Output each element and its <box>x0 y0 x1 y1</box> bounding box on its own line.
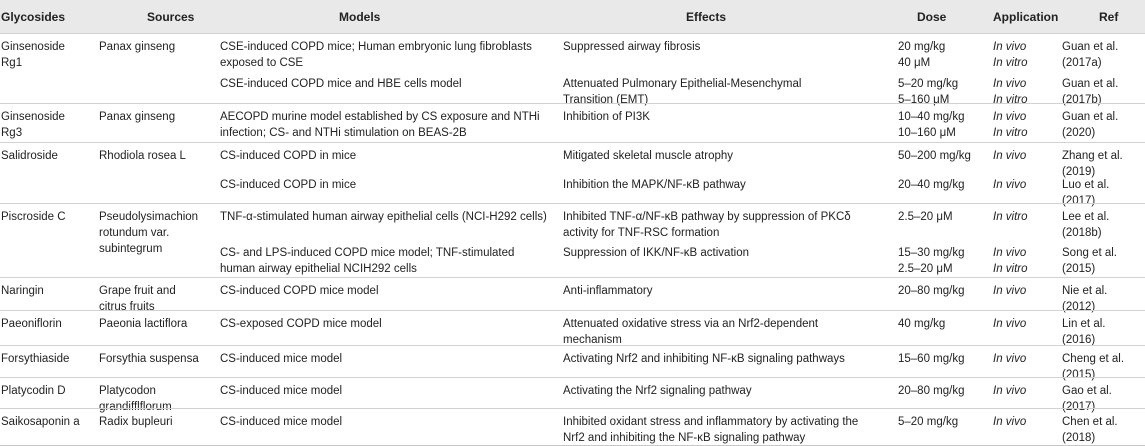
cell-dose <box>898 177 965 193</box>
table-row <box>0 172 1145 207</box>
cell-application-line: In vivo <box>993 285 1027 297</box>
cell-application-line: In vitro <box>993 57 1028 69</box>
cell-glycoside <box>1 39 65 71</box>
cell-effect <box>563 245 749 261</box>
cell-effect <box>563 39 700 55</box>
cell-effect <box>563 109 650 125</box>
cell-ref-line: (2016) <box>1062 334 1096 346</box>
cell-ref <box>1062 414 1118 446</box>
cell-application-line: In vitro <box>993 94 1028 106</box>
cell-application <box>993 209 1028 225</box>
cell-source <box>99 109 175 125</box>
cell-effect-line: Mitigated skeletal muscle atrophy <box>563 150 734 162</box>
cell-ref-line: Lin et al. <box>1062 318 1106 330</box>
cell-application-line: In vivo <box>993 78 1027 90</box>
cell-glycoside-line: Rg3 <box>1 127 23 139</box>
cell-model-line: CS-induced COPD mice model <box>220 285 379 297</box>
cell-ref-line: Guan et al. <box>1062 78 1119 90</box>
cell-glycoside <box>1 109 65 141</box>
cell-effect-line: activity for TNF-RSC formation <box>563 227 720 239</box>
cell-application-line: In vivo <box>993 353 1027 365</box>
table-row <box>0 142 1145 178</box>
cell-effect-line: Inhibition the MAPK/NF-κB pathway <box>563 179 746 191</box>
cell-dose-line: 15–30 mg/kg <box>898 247 965 259</box>
cell-application-line: In vitro <box>993 211 1028 223</box>
cell-effect <box>563 351 845 367</box>
cell-effect <box>563 283 652 299</box>
cell-source <box>99 316 187 332</box>
cell-dose-line: 20–80 mg/kg <box>898 285 965 297</box>
cell-dose <box>898 109 965 141</box>
header-application: Application <box>993 10 1059 24</box>
cell-model <box>220 109 540 141</box>
cell-ref-line: Cheng et al. <box>1062 353 1125 365</box>
cell-source-line: Rhodiola rosea L <box>99 150 186 162</box>
cell-effect-line: Activating the Nrf2 signaling pathway <box>563 385 752 397</box>
cell-model <box>220 316 382 332</box>
cell-effect-line: Inhibited oxidant stress and inflammatory by activating the <box>563 416 859 428</box>
cell-effect-line: Attenuated Pulmonary Epithelial-Mesenchymal <box>563 78 802 90</box>
header-ref: Ref <box>1099 10 1119 24</box>
cell-effect-line: Attenuated oxidative stress via an Nrf2-dependent <box>563 318 819 330</box>
cell-model-line: TNF-α-stimulated human airway epithelial cells (NCI-H292 cells) <box>220 211 547 223</box>
cell-glycoside <box>1 414 80 430</box>
cell-application-line: In vivo <box>993 150 1027 162</box>
cell-ref-line: Guan et al. <box>1062 41 1119 53</box>
cell-model-line: CS-induced mice model <box>220 353 343 365</box>
cell-model <box>220 148 356 164</box>
cell-model-line: CS-exposed COPD mice model <box>220 318 382 330</box>
cell-dose-line: 10–40 mg/kg <box>898 111 965 123</box>
cell-source-line: Radix bupleuri <box>99 416 173 428</box>
cell-dose-line: 10–160 μM <box>898 127 956 139</box>
cell-effect-line: Transition (EMT) <box>563 94 649 106</box>
cell-glycoside <box>1 351 69 367</box>
cell-ref-line: Gao et al. <box>1062 385 1112 397</box>
cell-dose-line: 20 mg/kg <box>898 41 946 53</box>
cell-application-line: In vivo <box>993 111 1027 123</box>
header-sources: Sources <box>147 10 195 24</box>
cell-ref-line: Luo et al. <box>1062 179 1110 191</box>
cell-application <box>993 383 1026 399</box>
cell-ref-line: (2018) <box>1062 432 1096 444</box>
cell-effect-line: Suppression of IKK/NF-κB activation <box>563 247 749 259</box>
cell-application <box>993 351 1026 367</box>
cell-source-line: Grape fruit and <box>99 285 176 297</box>
cell-ref-line: (2015) <box>1062 369 1096 381</box>
cell-dose-line: 15–60 mg/kg <box>898 353 965 365</box>
cell-effect-line: Suppressed airway fibrosis <box>563 41 701 53</box>
cell-application-line: In vivo <box>993 41 1027 53</box>
cell-model <box>220 39 532 71</box>
header-models: Models <box>339 10 381 24</box>
cell-ref <box>1062 209 1109 241</box>
cell-source-line: rotundum var. <box>99 227 170 239</box>
cell-dose <box>898 283 965 299</box>
table-row <box>0 345 1145 381</box>
cell-ref-line: (2012) <box>1062 301 1096 313</box>
cell-dose <box>898 209 953 225</box>
cell-model-line: CS-induced mice model <box>220 385 343 397</box>
table-row <box>0 71 1145 106</box>
cell-ref-line: Lee et al. <box>1062 211 1110 223</box>
cell-glycoside <box>1 209 66 225</box>
cell-dose <box>898 316 945 332</box>
cell-source <box>99 148 186 164</box>
cell-dose <box>898 245 965 277</box>
cell-application <box>993 148 1026 164</box>
cell-ref-line: (2017) <box>1062 195 1096 207</box>
cell-application-line: In vitro <box>993 127 1028 139</box>
cell-application <box>993 245 1028 277</box>
cell-glycoside <box>1 148 58 164</box>
cell-source <box>99 351 199 367</box>
cell-model-line: CS-induced COPD in mice <box>220 150 357 162</box>
cell-source <box>99 39 175 55</box>
cell-model <box>220 209 547 225</box>
cell-glycoside-line: Forsythiaside <box>1 353 70 365</box>
table-row <box>0 310 1145 346</box>
cell-application <box>993 39 1028 71</box>
cell-model <box>220 177 356 193</box>
cell-dose <box>898 39 945 71</box>
cell-dose-line: 20–80 mg/kg <box>898 385 965 397</box>
cell-ref-line: (2019) <box>1062 166 1096 178</box>
cell-glycoside-line: Piscroside C <box>1 211 66 223</box>
cell-application-line: In vivo <box>993 318 1027 330</box>
table-row <box>0 103 1145 143</box>
cell-application-line: In vivo <box>993 179 1027 191</box>
cell-dose <box>898 351 965 367</box>
cell-source-line: Panax ginseng <box>99 111 176 123</box>
cell-application <box>993 109 1028 141</box>
cell-effect <box>563 414 858 446</box>
cell-dose-line: 2.5–20 μM <box>898 263 953 275</box>
cell-source-line: Forsythia suspensa <box>99 353 199 365</box>
header-glycosides: Glycosides <box>1 10 66 24</box>
cell-effect <box>563 148 733 164</box>
cell-application <box>993 283 1026 299</box>
cell-application <box>993 316 1026 332</box>
cell-glycoside-line: Salidroside <box>1 150 58 162</box>
cell-ref-line: (2020) <box>1062 127 1096 139</box>
cell-effect-line: Inhibited TNF-α/NF-κB pathway by suppression of PKCδ <box>563 211 851 223</box>
cell-ref-line: Chen et al. <box>1062 416 1118 428</box>
cell-effect <box>563 209 851 241</box>
cell-glycoside-line: Paeoniflorin <box>1 318 62 330</box>
cell-model-line: CS-induced mice model <box>220 416 343 428</box>
table-row <box>0 277 1145 311</box>
cell-application-line: In vitro <box>993 263 1028 275</box>
cell-ref <box>1062 39 1118 71</box>
table-row <box>0 377 1145 413</box>
cell-source-line: citrus fruits <box>99 301 155 313</box>
cell-model <box>220 283 379 299</box>
cell-ref-line: Song et al. <box>1062 247 1117 259</box>
cell-effect-line: Activating Nrf2 and inhibiting NF-κB signaling pathways <box>563 353 845 365</box>
cell-model-line: CS-induced COPD in mice <box>220 179 357 191</box>
cell-model <box>220 351 342 367</box>
cell-ref-line: (2015) <box>1062 263 1096 275</box>
cell-ref-line: (2017b) <box>1062 94 1102 106</box>
cell-glycoside-line: Ginsenoside <box>1 111 65 123</box>
cell-source-line: Pseudolysimachion <box>99 211 199 223</box>
cell-glycoside-line: Rg1 <box>1 57 23 69</box>
cell-glycoside-line: Platycodin D <box>1 385 66 397</box>
header-dose: Dose <box>917 10 947 24</box>
cell-source-line: Panax ginseng <box>99 41 176 53</box>
header-effects: Effects <box>686 10 727 24</box>
cell-effect <box>563 316 818 348</box>
table-header <box>0 0 1145 34</box>
cell-effect-line: Nrf2 and inhibiting the NF-κB signaling pathway <box>563 432 806 444</box>
cell-ref-line: (2018b) <box>1062 227 1102 239</box>
cell-effect <box>563 177 746 193</box>
cell-dose-line: 40 mg/kg <box>898 318 946 330</box>
cell-dose-line: 40 μM <box>898 57 931 69</box>
cell-source-line: Paeonia lactiflora <box>99 318 188 330</box>
cell-application-line: In vivo <box>993 247 1027 259</box>
cell-source-line: Platycodon <box>99 385 156 397</box>
cell-model <box>220 245 514 277</box>
cell-model <box>220 76 462 92</box>
cell-effect-line: Anti-inflammatory <box>563 285 653 297</box>
cell-ref-line: Guan et al. <box>1062 111 1119 123</box>
cell-glycoside-line: Naringin <box>1 285 44 297</box>
cell-source-line: grandifflflorum <box>99 401 172 413</box>
cell-model-line: exposed to CSE <box>220 57 304 69</box>
cell-dose-line: 5–160 μM <box>898 94 950 106</box>
cell-ref-line: (2017a) <box>1062 57 1102 69</box>
cell-model-line: CSE-induced COPD mice; Human embryonic lung fibroblasts <box>220 41 532 53</box>
cell-dose-line: 5–20 mg/kg <box>898 78 959 90</box>
cell-source <box>99 414 173 430</box>
cell-dose <box>898 383 965 399</box>
table-row <box>0 240 1145 277</box>
cell-dose-line: 50–200 mg/kg <box>898 150 971 162</box>
cell-effect-line: mechanism <box>563 334 622 346</box>
cell-source-line: subintegrum <box>99 243 163 255</box>
cell-ref <box>1062 109 1118 141</box>
cell-glycoside <box>1 383 66 399</box>
cell-glycoside <box>1 283 44 299</box>
cell-model-line: infection; CS- and NTHi stimulation on BEAS-2B <box>220 127 467 139</box>
cell-application <box>993 414 1026 430</box>
cell-effect <box>563 383 752 399</box>
cell-dose-line: 5–20 mg/kg <box>898 416 959 428</box>
cell-model-line: CSE-induced COPD mice and HBE cells model <box>220 78 462 90</box>
cell-application <box>993 177 1026 193</box>
cell-dose <box>898 414 958 430</box>
cell-ref-line: (2017) <box>1062 401 1096 413</box>
cell-ref <box>1062 316 1105 348</box>
cell-glycoside <box>1 316 62 332</box>
table-row <box>0 408 1145 446</box>
cell-model-line: human airway epithelial NCIH292 cells <box>220 263 417 275</box>
cell-glycoside-line: Saikosaponin a <box>1 416 80 428</box>
cell-ref-line: Zhang et al. <box>1062 150 1123 162</box>
cell-dose <box>898 148 971 164</box>
cell-ref-line: Nie et al. <box>1062 285 1108 297</box>
cell-glycoside-line: Ginsenoside <box>1 41 65 53</box>
cell-ref <box>1062 245 1117 277</box>
cell-model-line: CS- and LPS-induced COPD mice model; TNF-stimulated <box>220 247 515 259</box>
cell-effect-line: Inhibition of PI3K <box>563 111 650 123</box>
cell-dose-line: 2.5–20 μM <box>898 211 953 223</box>
cell-application-line: In vivo <box>993 385 1027 397</box>
cell-application-line: In vivo <box>993 416 1027 428</box>
cell-model-line: AECOPD murine model established by CS exposure and NTHi <box>220 111 540 123</box>
cell-dose-line: 20–40 mg/kg <box>898 179 965 191</box>
cell-model <box>220 383 342 399</box>
table-row <box>0 33 1145 72</box>
cell-model <box>220 414 342 430</box>
